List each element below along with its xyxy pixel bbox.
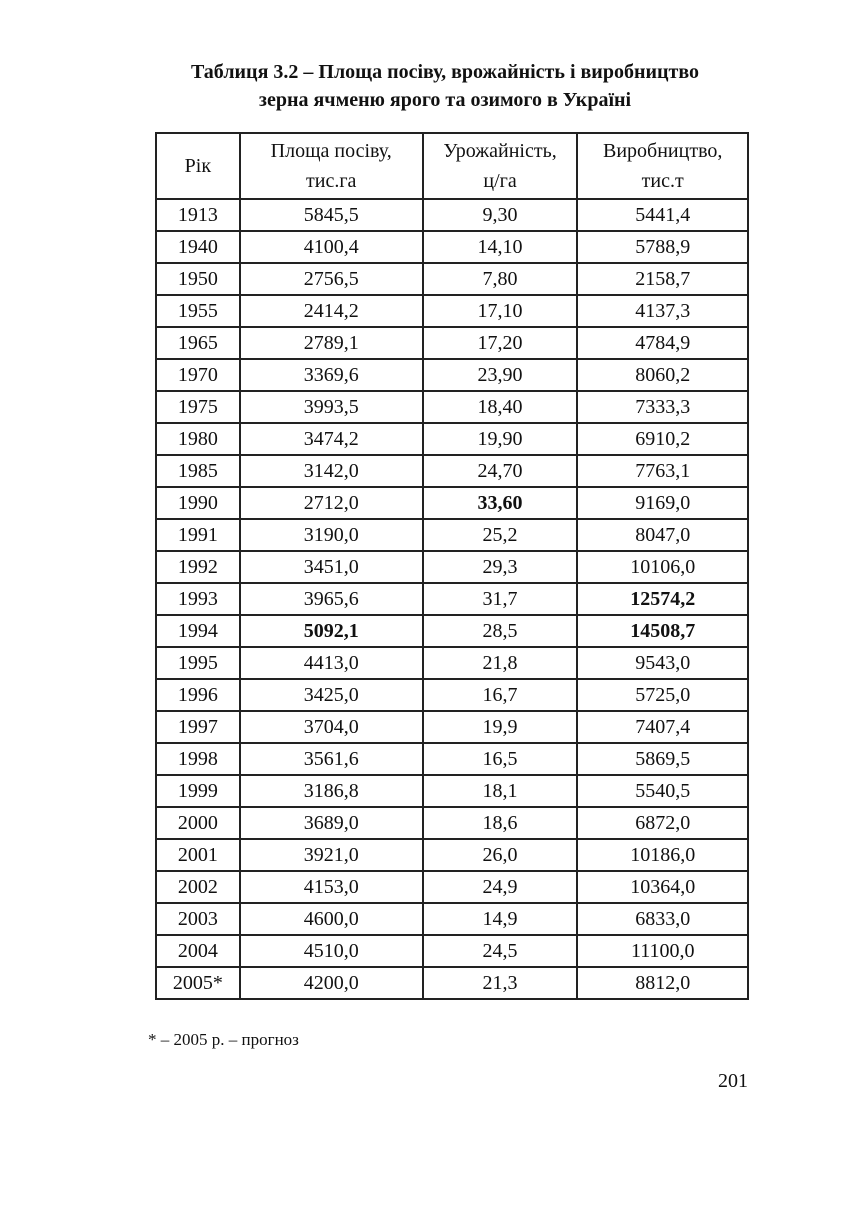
cell-production: 6872,0: [577, 807, 748, 839]
header-year: Рік: [156, 133, 240, 199]
cell-year: 1994: [156, 615, 240, 647]
cell-yield: 28,5: [423, 615, 578, 647]
table-row: [156, 391, 748, 423]
cell-yield: 21,3: [423, 967, 578, 999]
cell-yield: 17,20: [423, 327, 578, 359]
cell-area: 3704,0: [240, 711, 423, 743]
cell-production: 8047,0: [577, 519, 748, 551]
cell-year: 1991: [156, 519, 240, 551]
table-row: [156, 327, 748, 359]
table-row: [156, 775, 748, 807]
cell-area: 5845,5: [240, 199, 423, 231]
cell-area: 4200,0: [240, 967, 423, 999]
cell-area: 3369,6: [240, 359, 423, 391]
cell-area: 5092,1: [240, 615, 423, 647]
cell-yield: 19,9: [423, 711, 578, 743]
cell-production: 5788,9: [577, 231, 748, 263]
cell-area: 4413,0: [240, 647, 423, 679]
cell-area: 3425,0: [240, 679, 423, 711]
page-number: 201: [718, 1070, 748, 1092]
cell-year: 1996: [156, 679, 240, 711]
table-row: [156, 903, 748, 935]
cell-area: 2414,2: [240, 295, 423, 327]
cell-year: 1998: [156, 743, 240, 775]
cell-yield: 24,5: [423, 935, 578, 967]
cell-year: 1985: [156, 455, 240, 487]
cell-area: 4600,0: [240, 903, 423, 935]
table-header-row: [156, 133, 748, 199]
cell-year: 1992: [156, 551, 240, 583]
cell-year: 2001: [156, 839, 240, 871]
cell-production: 4137,3: [577, 295, 748, 327]
cell-production: 10186,0: [577, 839, 748, 871]
page-title: [130, 58, 760, 114]
cell-area: 3190,0: [240, 519, 423, 551]
table-row: [156, 647, 748, 679]
cell-production: 9543,0: [577, 647, 748, 679]
cell-yield: 26,0: [423, 839, 578, 871]
table-row: [156, 615, 748, 647]
cell-year: 1980: [156, 423, 240, 455]
table-row: [156, 839, 748, 871]
cell-yield: 7,80: [423, 263, 578, 295]
cell-production: 11100,0: [577, 935, 748, 967]
cell-area: 4153,0: [240, 871, 423, 903]
cell-area: 3474,2: [240, 423, 423, 455]
cell-production: 7763,1: [577, 455, 748, 487]
cell-area: 3689,0: [240, 807, 423, 839]
cell-production: 8060,2: [577, 359, 748, 391]
cell-yield: 24,9: [423, 871, 578, 903]
barley-table: [155, 132, 749, 1000]
cell-year: 1990: [156, 487, 240, 519]
cell-production: 10364,0: [577, 871, 748, 903]
cell-production: 9169,0: [577, 487, 748, 519]
cell-yield: 9,30: [423, 199, 578, 231]
table-row: [156, 487, 748, 519]
cell-year: 1993: [156, 583, 240, 615]
cell-year: 2000: [156, 807, 240, 839]
cell-yield: 17,10: [423, 295, 578, 327]
cell-yield: 29,3: [423, 551, 578, 583]
cell-production: 7407,4: [577, 711, 748, 743]
cell-production: 14508,7: [577, 615, 748, 647]
cell-production: 10106,0: [577, 551, 748, 583]
header-yield: Урожайність, ц/га: [423, 133, 578, 199]
cell-production: 12574,2: [577, 583, 748, 615]
cell-area: 3186,8: [240, 775, 423, 807]
table-row: [156, 295, 748, 327]
cell-production: 5869,5: [577, 743, 748, 775]
table-row: [156, 455, 748, 487]
cell-yield: 16,7: [423, 679, 578, 711]
cell-production: 5725,0: [577, 679, 748, 711]
footnote: * – 2005 р. – прогноз: [148, 1030, 299, 1049]
cell-yield: 31,7: [423, 583, 578, 615]
header-production: Виробництво, тис.т: [577, 133, 748, 199]
cell-yield: 14,9: [423, 903, 578, 935]
table-row: [156, 359, 748, 391]
table-row: [156, 199, 748, 231]
cell-area: 3451,0: [240, 551, 423, 583]
cell-year: 1997: [156, 711, 240, 743]
cell-yield: 18,6: [423, 807, 578, 839]
cell-year: 2003: [156, 903, 240, 935]
cell-yield: 21,8: [423, 647, 578, 679]
cell-year: 1950: [156, 263, 240, 295]
cell-yield: 24,70: [423, 455, 578, 487]
cell-yield: 18,40: [423, 391, 578, 423]
title-line-1: Таблиця 3.2 – Площа посіву, врожайність і виробництво: [190, 61, 700, 83]
header-area: Площа посіву, тис.га: [240, 133, 423, 199]
cell-year: 1913: [156, 199, 240, 231]
cell-year: 1995: [156, 647, 240, 679]
cell-year: 1940: [156, 231, 240, 263]
table-row: [156, 967, 748, 999]
cell-area: 3561,6: [240, 743, 423, 775]
cell-year: 1975: [156, 391, 240, 423]
cell-area: 3921,0: [240, 839, 423, 871]
table-row: [156, 583, 748, 615]
table-row: [156, 423, 748, 455]
title-line-2: зерна ячменю ярого та озимого в Україні: [258, 89, 632, 111]
table-row: [156, 679, 748, 711]
cell-area: 2756,5: [240, 263, 423, 295]
cell-year: 1965: [156, 327, 240, 359]
cell-year: 2004: [156, 935, 240, 967]
cell-yield: 19,90: [423, 423, 578, 455]
table-body: [156, 199, 748, 999]
cell-year: 1970: [156, 359, 240, 391]
cell-yield: 25,2: [423, 519, 578, 551]
table-row: [156, 519, 748, 551]
cell-production: 2158,7: [577, 263, 748, 295]
cell-production: 6833,0: [577, 903, 748, 935]
cell-area: 2712,0: [240, 487, 423, 519]
cell-production: 5441,4: [577, 199, 748, 231]
cell-area: 4100,4: [240, 231, 423, 263]
cell-yield: 23,90: [423, 359, 578, 391]
table-row: [156, 711, 748, 743]
cell-area: 2789,1: [240, 327, 423, 359]
cell-area: 3993,5: [240, 391, 423, 423]
table-row: [156, 231, 748, 263]
cell-production: 8812,0: [577, 967, 748, 999]
table-row: [156, 551, 748, 583]
cell-production: 4784,9: [577, 327, 748, 359]
cell-year: 1955: [156, 295, 240, 327]
table-row: [156, 743, 748, 775]
table-row: [156, 263, 748, 295]
cell-yield: 16,5: [423, 743, 578, 775]
cell-production: 7333,3: [577, 391, 748, 423]
table-row: [156, 807, 748, 839]
table-row: [156, 935, 748, 967]
cell-yield: 18,1: [423, 775, 578, 807]
cell-area: 3965,6: [240, 583, 423, 615]
table-row: [156, 871, 748, 903]
cell-yield: 33,60: [423, 487, 578, 519]
cell-year: 2005*: [156, 967, 240, 999]
cell-year: 2002: [156, 871, 240, 903]
cell-year: 1999: [156, 775, 240, 807]
cell-area: 4510,0: [240, 935, 423, 967]
cell-yield: 14,10: [423, 231, 578, 263]
cell-production: 5540,5: [577, 775, 748, 807]
cell-production: 6910,2: [577, 423, 748, 455]
cell-area: 3142,0: [240, 455, 423, 487]
